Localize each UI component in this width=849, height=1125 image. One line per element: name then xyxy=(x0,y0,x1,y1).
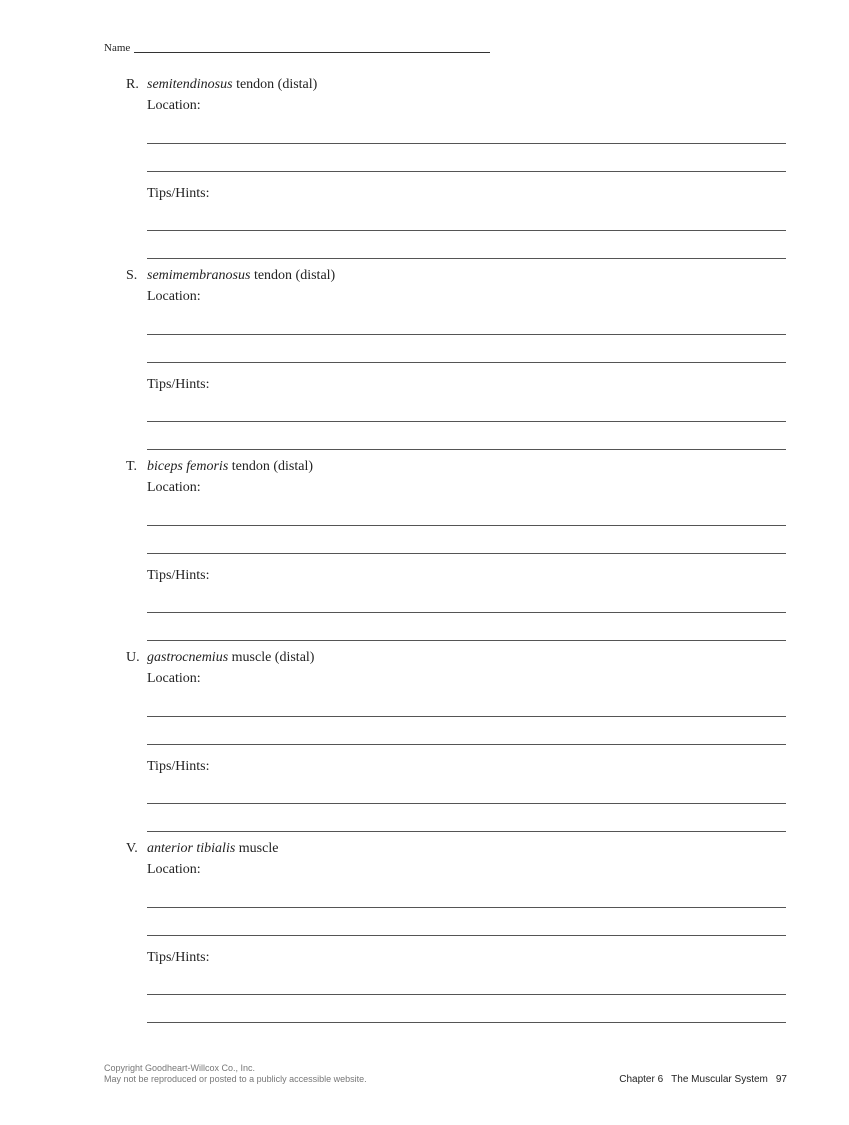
chapter-label: Chapter 6 xyxy=(619,1074,664,1085)
item-heading xyxy=(126,458,786,476)
item-descriptor: tendon (distal) xyxy=(228,459,314,474)
item-heading xyxy=(126,76,786,94)
tips-label: Tips/Hints: xyxy=(147,377,210,392)
item-letter: S. xyxy=(126,268,138,283)
item-heading xyxy=(126,267,786,285)
location-label: Location: xyxy=(147,289,201,304)
item-term: biceps femoris xyxy=(147,459,229,474)
tips-answer-line-1[interactable] xyxy=(147,421,786,422)
item-descriptor: muscle xyxy=(235,841,279,856)
item-descriptor: muscle (distal) xyxy=(228,650,315,665)
item-u xyxy=(126,649,786,774)
location-label: Location: xyxy=(147,862,201,877)
item-letter: R. xyxy=(126,77,139,92)
location-answer-line-2[interactable] xyxy=(147,744,786,745)
item-term: anterior tibialis xyxy=(147,841,236,856)
item-r xyxy=(126,76,786,201)
reproduction-notice: May not be reproduced or posted to a publicly accessible website. xyxy=(104,1074,367,1084)
page-footer xyxy=(611,1074,787,1085)
location-label: Location: xyxy=(147,480,201,495)
item-letter: U. xyxy=(126,650,140,665)
tips-label: Tips/Hints: xyxy=(147,186,210,201)
tips-answer-line-2[interactable] xyxy=(147,258,786,259)
location-answer-line-1[interactable] xyxy=(147,334,786,335)
item-heading xyxy=(126,840,786,858)
location-answer-line-2[interactable] xyxy=(147,362,786,363)
copyright-line: Copyright Goodheart-Willcox Co., Inc. xyxy=(104,1063,256,1073)
item-descriptor: tendon (distal) xyxy=(232,77,318,92)
name-rule[interactable] xyxy=(134,42,490,53)
tips-answer-line-2[interactable] xyxy=(147,831,786,832)
location-label: Location: xyxy=(147,98,201,113)
page-number: 97 xyxy=(775,1074,787,1085)
chapter-title: The Muscular System xyxy=(671,1074,768,1085)
item-term: semitendinosus xyxy=(147,77,233,92)
item-term: gastrocnemius xyxy=(147,650,229,665)
name-label: Name xyxy=(104,42,131,54)
item-s xyxy=(126,267,786,392)
tips-answer-line-2[interactable] xyxy=(147,449,786,450)
location-answer-line-1[interactable] xyxy=(147,525,786,526)
location-label: Location: xyxy=(147,671,201,686)
item-t xyxy=(126,458,786,583)
tips-answer-line-2[interactable] xyxy=(147,1022,786,1023)
item-term: semimembranosus xyxy=(147,268,251,283)
tips-label: Tips/Hints: xyxy=(147,759,210,774)
item-letter: V. xyxy=(126,841,138,856)
tips-label: Tips/Hints: xyxy=(147,568,210,583)
location-answer-line-1[interactable] xyxy=(147,716,786,717)
location-answer-line-2[interactable] xyxy=(147,171,786,172)
location-answer-line-2[interactable] xyxy=(147,935,786,936)
item-letter: T. xyxy=(126,459,138,474)
tips-answer-line-1[interactable] xyxy=(147,230,786,231)
item-heading xyxy=(126,649,786,667)
tips-answer-line-2[interactable] xyxy=(147,640,786,641)
tips-answer-line-1[interactable] xyxy=(147,803,786,804)
tips-answer-line-1[interactable] xyxy=(147,994,786,995)
location-answer-line-2[interactable] xyxy=(147,553,786,554)
tips-label: Tips/Hints: xyxy=(147,950,210,965)
item-descriptor: tendon (distal) xyxy=(250,268,336,283)
location-answer-line-1[interactable] xyxy=(147,907,786,908)
item-v xyxy=(126,840,786,965)
name-field[interactable] xyxy=(104,42,490,54)
location-answer-line-1[interactable] xyxy=(147,143,786,144)
copyright-notice xyxy=(104,1063,367,1085)
tips-answer-line-1[interactable] xyxy=(147,612,786,613)
